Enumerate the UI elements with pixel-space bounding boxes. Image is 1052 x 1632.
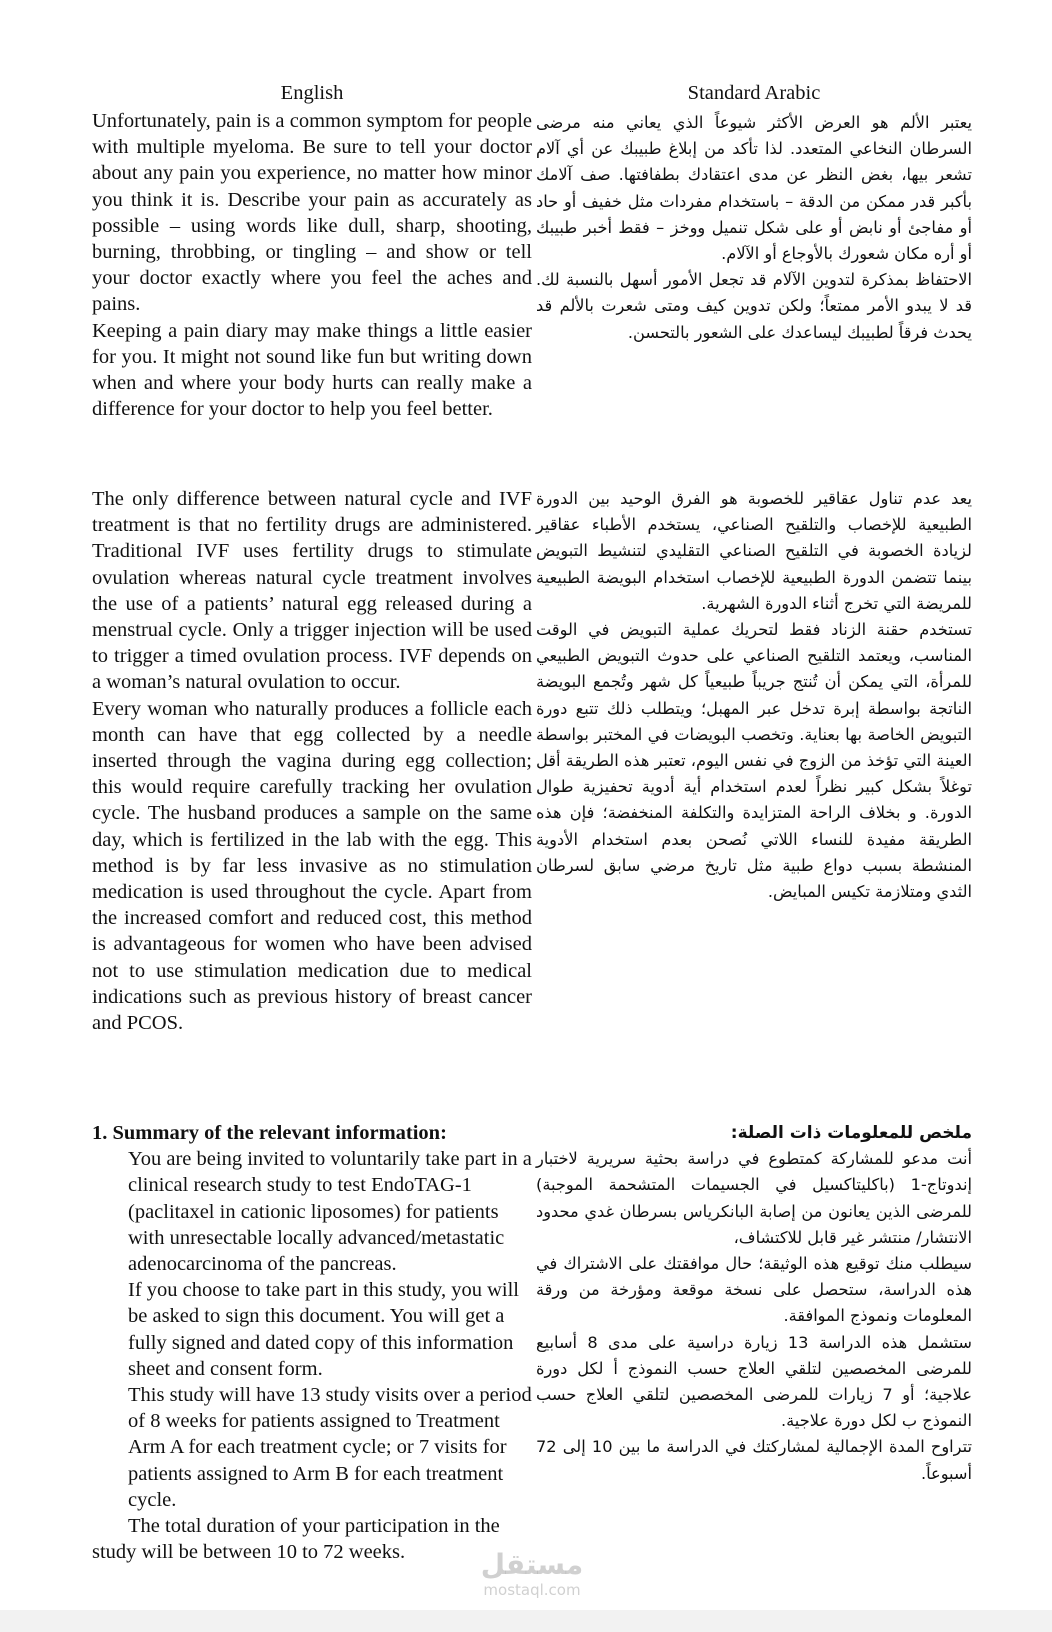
summary-arabic-paragraph-3: ستشمل هذه الدراسة 13 زيارة دراسية على مدى 8 أسابيع للمرضى المخصصين لتلقي العلاج حسب النموذج أ لكل دورة علاجية؛ أو 7 زيارات للمرضى المخصصين لتلقي العلاج حسب النموذج ب لكل دورة علاجية. bbox=[536, 1332, 972, 1431]
bottom-strip bbox=[0, 1610, 1052, 1632]
mostaql-watermark bbox=[462, 1548, 602, 1608]
section1-english-paragraph-2: Keeping a pain diary may make things a little easier for you. It might not sound like fun but writing down when and where your body hurts can really make a difference for your doctor to help you feel better. bbox=[92, 319, 532, 421]
section3-english bbox=[92, 1120, 532, 1565]
summary-english-paragraph-4: The total duration of your participation in the study will be between 10 to 72 weeks. bbox=[92, 1515, 500, 1564]
summary-heading-arabic: ملخص للمعلومات ذات الصلة: bbox=[730, 1123, 972, 1143]
summary-arabic-paragraph-4: تتراوح المدة الإجمالية لمشاركتك في الدراسة ما بين 10 إلى 72 أسبوعاً. bbox=[536, 1437, 973, 1483]
section3-arabic bbox=[536, 1120, 972, 1487]
section2-arabic bbox=[536, 486, 972, 905]
english-column-header: English bbox=[280, 82, 344, 104]
section1-arabic-paragraph-2: الاحتفاظ بمذكرة لتدوين الآلام قد تجعل الأمور أسهل بالنسبة لك. قد لا يبدو الأمر ممتعاً؛ ولكن تدوين كيف ومتى شعرت بالألم قد يحدث فرقاً لطبيبك ليساعدك على الشعور بالتحسن. bbox=[536, 270, 972, 342]
summary-arabic-paragraph-2: سيطلب منك توقيع هذه الوثيقة؛ حال موافقتك على الاشتراك في هذه الدراسة، ستحصل على نسخة موقعة ومؤرخة من ورقة المعلومات ونموذج الموافقة. bbox=[536, 1254, 972, 1326]
section2-english-paragraph: The only difference between natural cycle and IVF treatment is that no fertility drugs are administered. Traditional IVF uses fertility drugs to stimulate ovulation whereas natural cycle treatment involves the use of a patients’ natural egg released during a menstrual cycle. Only a trigger injection will be used to trigger a timed ovulation process. IVF depends on a woman’s natural ovulation to occur. bbox=[92, 488, 532, 694]
section1-arabic bbox=[536, 110, 972, 346]
section1-arabic-paragraph: يعتبر الألم هو العرض الأكثر شيوعاً الذي يعاني منه مرضى السرطان النخاعي المتعدد. لذا تأكد من إبلاغ طبيبك عن أي آلام تشعر بيها، بغض النظر عن مدى اعتقادك بطفافتها. صف آلامك بأكبر قدر ممكن من الدقة – باستخدام مفردات مثل خفيف أو حاد أو مفاجئ أو نابض أو على شكل تنميل ووخز – فقط أخبر طبيبك أو أره مكان شعورك بالأوجاع أو الآلام. bbox=[536, 113, 972, 264]
watermark-english-text: mostaql.com bbox=[483, 1581, 581, 1599]
summary-english-paragraph-1: You are being invited to voluntarily take part in a clinical research study to test EndoTAG-1 (paclitaxel in cationic liposomes) for patients with unresectable locally advanced/metastatic adenocarcinoma of the pancreas. bbox=[128, 1148, 532, 1276]
section2-english-paragraph-2: Every woman who naturally produces a follicle each month can have that egg collected by a needle inserted through the vagina during egg collection; this would require carefully tracking her ovulation cycle. The husband produces a sample on the same day, which is fertilized in the lab with the egg. This method is by far less invasive as no stimulation medication is used throughout the cycle. Apart from the increased comfort and reduced cost, this method is advantageous for women who have been advised not to use stimulation medication due to medical indications such as previous history of breast cancer and PCOS. bbox=[92, 697, 532, 1035]
section2-arabic-paragraph-2: تستخدم حقنة الزناد فقط لتحريك عملية التبويض في الوقت المناسب، ويعتمد التلقيح الصناعي على حدوث التبويض الطبيعي للمرأة، التي يمكن أن تُنتج جريباً طبيعياً كل شهر وتُجمع البويضة الناتجة بواسطة إبرة تدخل عبر المهبل؛ ويتطلب ذلك تتبع دورة التبويض الخاصة بها بعناية. وتخصب البويضات في المختبر بواسطة العينة التي تؤخذ من الزوج في نفس اليوم، تعتبر هذه الطريقة أقل توغلاً بشكل كبير نظراً لعدم استخدام أية أدوية تحفيزية طوال الدورة. و بخلاف الراحة المتزايدة والتكلفة المنخفضة؛ فإن هذه الطريقة مفيدة للنساء اللاتي نُصحن بعدم استخدام الأدوية المنشطة بسبب دواع طبية مثل تاريخ مرضي سابق لسرطان الثدي ومتلازمة تكيس المبايض. bbox=[536, 620, 972, 902]
summary-english-paragraph-3: This study will have 13 study visits over a period of 8 weeks for patients assigned to Treatment Arm A for each treatment cycle; or 7 visits for patients assigned to Arm B for each treatment cycle. bbox=[128, 1384, 532, 1511]
section1-english-paragraph: Unfortunately, pain is a common symptom for people with multiple myeloma. Be sure to tell your doctor about any pain you experience, no matter how minor you think it is. Describe your pain as accurately as possible – using words like dull, sharp, shooting, burning, throbbing, or tingling – and show or tell your doctor exactly where you feel the aches and pains. bbox=[92, 110, 532, 316]
summary-english-paragraph-2: If you choose to take part in this study, you will be asked to sign this document. You will get a fully signed and dated copy of this information sheet and consent form. bbox=[128, 1279, 519, 1380]
section2-english bbox=[92, 486, 532, 1036]
arabic-column-header: Standard Arabic bbox=[687, 82, 821, 104]
summary-arabic-paragraph-1: أنت مدعو للمشاركة كمتطوع في دراسة بحثية سريرية لاختبار إندوتاج-1 (باكليتاكسيل في الجسيمات المتشحمة الموجبة) للمرضى الذين يعانون من إصابة البانكرياس بسرطان غدي محدود الانتشار/ منتشر غير قابل للاكتشاف، bbox=[536, 1149, 972, 1247]
section2-arabic-paragraph: يعد عدم تناول عقاقير للخصوبة هو الفرق الوحيد بين الدورة الطبيعية للإخصاب والتلقيح الصناعي، يستخدم الأطباء عقاقير لزيادة الخصوبة في التلقيح الصناعي التقليدي لتنشيط التبويض بينما تتضمن الدورة الطبيعية للإخصاب استخدام البويضة الطبيعية للمريضة التي تخرج أثناء الدورة الشهرية. bbox=[536, 489, 972, 613]
summary-heading-english: 1. Summary of the relevant information: bbox=[92, 1122, 447, 1144]
section1-english bbox=[92, 108, 532, 422]
watermark-arabic-text: مستقل bbox=[480, 1548, 584, 1581]
